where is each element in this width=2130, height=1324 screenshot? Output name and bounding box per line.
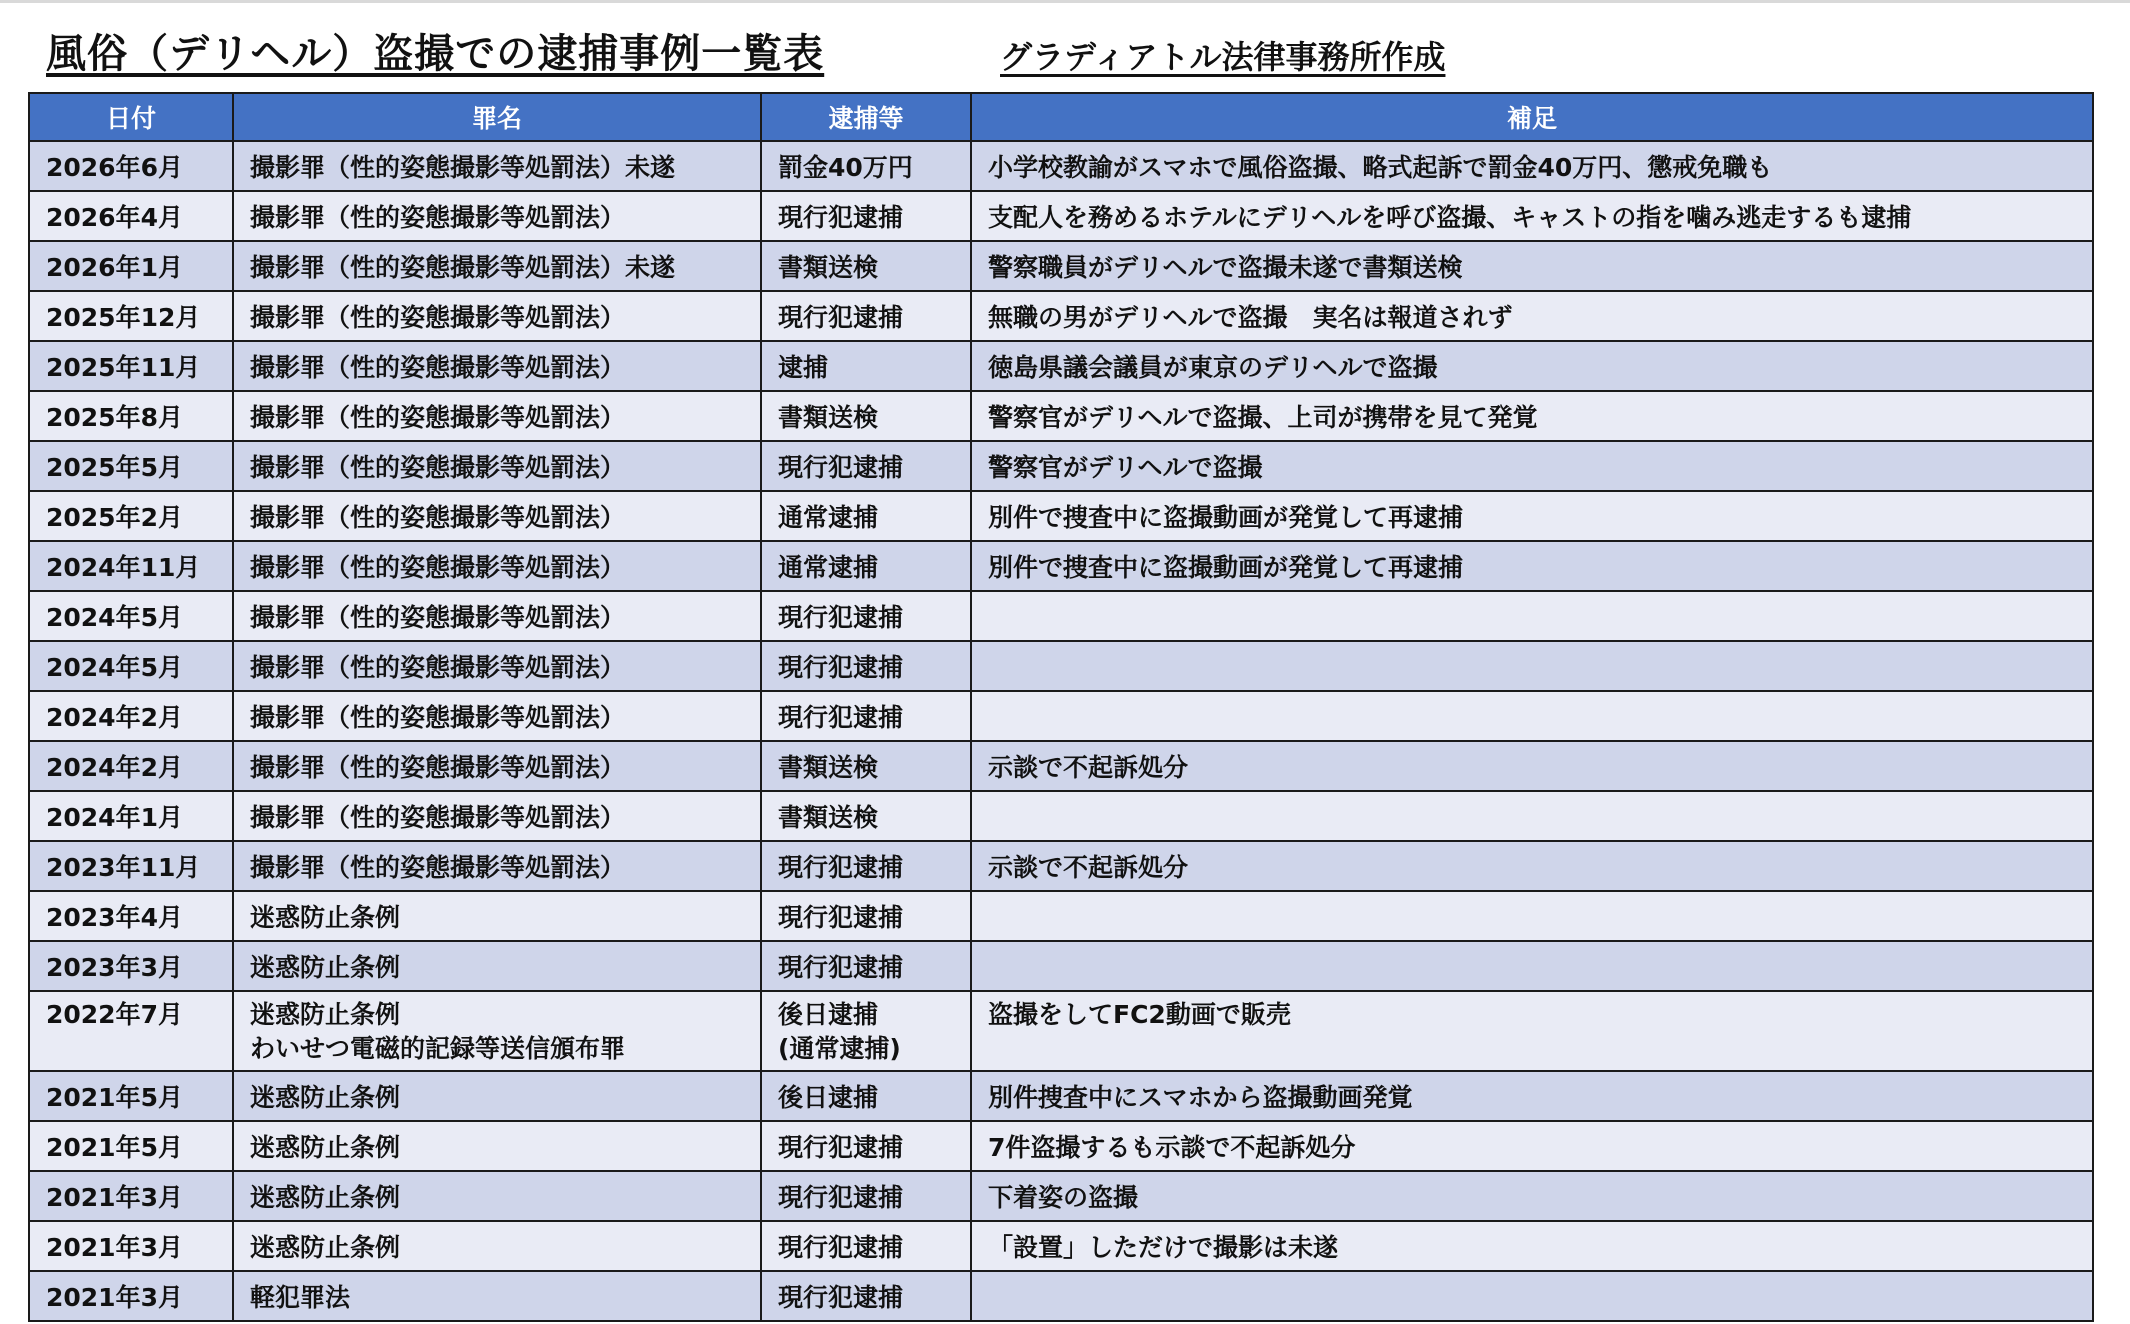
table-row bbox=[29, 191, 2093, 241]
cell-charge: 撮影罪（性的姿態撮影等処罰法）未遂 bbox=[233, 141, 761, 191]
cell-date: 2024年5月 bbox=[29, 591, 233, 641]
cell-note: 7件盗撮するも示談で不起訴処分 bbox=[971, 1121, 2093, 1171]
cell-charge: 撮影罪（性的姿態撮影等処罰法） bbox=[233, 291, 761, 341]
table-row bbox=[29, 441, 2093, 491]
table-row bbox=[29, 991, 2093, 1071]
table-row bbox=[29, 1171, 2093, 1221]
cell-date: 2025年8月 bbox=[29, 391, 233, 441]
cell-arrest-status: 書類送検 bbox=[761, 391, 971, 441]
cell-date: 2024年2月 bbox=[29, 741, 233, 791]
cell-arrest-status: 現行犯逮捕 bbox=[761, 1121, 971, 1171]
cell-arrest-status: 逮捕 bbox=[761, 341, 971, 391]
cell-charge: 撮影罪（性的姿態撮影等処罰法） bbox=[233, 591, 761, 641]
cell-date: 2021年5月 bbox=[29, 1071, 233, 1121]
page-title: 風俗（デリヘル）盗撮での逮捕事例一覧表 bbox=[46, 31, 825, 77]
table-row bbox=[29, 591, 2093, 641]
cell-arrest-status: 通常逮捕 bbox=[761, 541, 971, 591]
cell-note bbox=[971, 941, 2093, 991]
table-row bbox=[29, 241, 2093, 291]
cell-note: 小学校教諭がスマホで風俗盗撮、略式起訴で罰金40万円、懲戒免職も bbox=[971, 141, 2093, 191]
cell-note: 徳島県議会議員が東京のデリヘルで盗撮 bbox=[971, 341, 2093, 391]
table-row bbox=[29, 1071, 2093, 1121]
cell-note: 警察官がデリヘルで盗撮 bbox=[971, 441, 2093, 491]
cell-note: 下着姿の盗撮 bbox=[971, 1171, 2093, 1221]
cell-date: 2021年3月 bbox=[29, 1271, 233, 1321]
cell-arrest-status: 現行犯逮捕 bbox=[761, 591, 971, 641]
table-row bbox=[29, 391, 2093, 441]
cell-date: 2023年3月 bbox=[29, 941, 233, 991]
cell-note bbox=[971, 691, 2093, 741]
cell-charge: 撮影罪（性的姿態撮影等処罰法） bbox=[233, 841, 761, 891]
cell-note: 警察職員がデリヘルで盗撮未遂で書類送検 bbox=[971, 241, 2093, 291]
cell-charge: 撮影罪（性的姿態撮影等処罰法） bbox=[233, 691, 761, 741]
cell-note: 別件で捜査中に盗撮動画が発覚して再逮捕 bbox=[971, 491, 2093, 541]
cell-charge: 撮影罪（性的姿態撮影等処罰法） bbox=[233, 341, 761, 391]
cell-date: 2026年1月 bbox=[29, 241, 233, 291]
top-border bbox=[0, 0, 2130, 3]
cell-arrest-status: 現行犯逮捕 bbox=[761, 891, 971, 941]
cell-arrest-status: 後日逮捕 bbox=[761, 1071, 971, 1121]
table-row bbox=[29, 791, 2093, 841]
column-header-arrest: 逮捕等 bbox=[761, 93, 971, 141]
cell-date: 2024年5月 bbox=[29, 641, 233, 691]
cell-date: 2021年3月 bbox=[29, 1221, 233, 1271]
table-row bbox=[29, 491, 2093, 541]
cell-charge: 撮影罪（性的姿態撮影等処罰法） bbox=[233, 441, 761, 491]
cell-charge: 迷惑防止条例 bbox=[233, 1071, 761, 1121]
cell-arrest-status: 現行犯逮捕 bbox=[761, 691, 971, 741]
cell-date: 2025年2月 bbox=[29, 491, 233, 541]
column-header-charge: 罪名 bbox=[233, 93, 761, 141]
cell-charge: 撮影罪（性的姿態撮影等処罰法） bbox=[233, 541, 761, 591]
table-header-row bbox=[29, 93, 2093, 141]
cell-charge: 迷惑防止条例 わいせつ電磁的記録等送信頒布罪 bbox=[233, 991, 761, 1071]
cell-arrest-status: 後日逮捕 (通常逮捕) bbox=[761, 991, 971, 1071]
cell-charge: 迷惑防止条例 bbox=[233, 1221, 761, 1271]
cell-charge: 撮影罪（性的姿態撮影等処罰法） bbox=[233, 741, 761, 791]
cell-note: 「設置」しただけで撮影は未遂 bbox=[971, 1221, 2093, 1271]
cell-note bbox=[971, 791, 2093, 841]
cell-note bbox=[971, 591, 2093, 641]
cell-charge: 撮影罪（性的姿態撮影等処罰法） bbox=[233, 191, 761, 241]
cell-arrest-status: 書類送検 bbox=[761, 241, 971, 291]
cell-note: 警察官がデリヘルで盗撮、上司が携帯を見て発覚 bbox=[971, 391, 2093, 441]
cell-arrest-status: 現行犯逮捕 bbox=[761, 1221, 971, 1271]
cell-arrest-status: 現行犯逮捕 bbox=[761, 291, 971, 341]
cell-charge: 軽犯罪法 bbox=[233, 1271, 761, 1321]
column-header-date: 日付 bbox=[29, 93, 233, 141]
cell-charge: 撮影罪（性的姿態撮影等処罰法） bbox=[233, 491, 761, 541]
table-row bbox=[29, 741, 2093, 791]
table-row bbox=[29, 691, 2093, 741]
cell-arrest-status: 現行犯逮捕 bbox=[761, 191, 971, 241]
cell-date: 2023年11月 bbox=[29, 841, 233, 891]
table-row bbox=[29, 541, 2093, 591]
cell-charge: 迷惑防止条例 bbox=[233, 1121, 761, 1171]
cell-date: 2024年2月 bbox=[29, 691, 233, 741]
cell-note: 無職の男がデリヘルで盗撮 実名は報道されず bbox=[971, 291, 2093, 341]
table-row bbox=[29, 641, 2093, 691]
cell-charge: 撮影罪（性的姿態撮影等処罰法） bbox=[233, 791, 761, 841]
cell-arrest-status: 現行犯逮捕 bbox=[761, 841, 971, 891]
table-row bbox=[29, 1121, 2093, 1171]
cell-date: 2025年5月 bbox=[29, 441, 233, 491]
table-row bbox=[29, 341, 2093, 391]
cell-date: 2021年3月 bbox=[29, 1171, 233, 1221]
cell-arrest-status: 現行犯逮捕 bbox=[761, 1271, 971, 1321]
cell-note bbox=[971, 891, 2093, 941]
cell-date: 2024年11月 bbox=[29, 541, 233, 591]
cell-date: 2022年7月 bbox=[29, 991, 233, 1071]
cell-date: 2026年4月 bbox=[29, 191, 233, 241]
table-row bbox=[29, 141, 2093, 191]
cell-arrest-status: 罰金40万円 bbox=[761, 141, 971, 191]
cell-charge: 撮影罪（性的姿態撮影等処罰法）未遂 bbox=[233, 241, 761, 291]
cell-charge: 撮影罪（性的姿態撮影等処罰法） bbox=[233, 391, 761, 441]
cell-date: 2026年6月 bbox=[29, 141, 233, 191]
cell-arrest-status: 現行犯逮捕 bbox=[761, 441, 971, 491]
cell-arrest-status: 書類送検 bbox=[761, 741, 971, 791]
cell-note: 示談で不起訴処分 bbox=[971, 841, 2093, 891]
table-row bbox=[29, 291, 2093, 341]
cell-arrest-status: 現行犯逮捕 bbox=[761, 641, 971, 691]
cell-note: 支配人を務めるホテルにデリヘルを呼び盗撮、キャストの指を噛み逃走するも逮捕 bbox=[971, 191, 2093, 241]
cell-date: 2024年1月 bbox=[29, 791, 233, 841]
cell-date: 2023年4月 bbox=[29, 891, 233, 941]
cell-charge: 迷惑防止条例 bbox=[233, 1171, 761, 1221]
cell-note: 示談で不起訴処分 bbox=[971, 741, 2093, 791]
table-row bbox=[29, 1271, 2093, 1321]
cell-date: 2025年12月 bbox=[29, 291, 233, 341]
cell-note: 盗撮をしてFC2動画で販売 bbox=[971, 991, 2093, 1071]
cell-charge: 迷惑防止条例 bbox=[233, 941, 761, 991]
author-credit: グラディアトル法律事務所作成 bbox=[1000, 38, 1446, 76]
table-row bbox=[29, 891, 2093, 941]
column-header-note: 補足 bbox=[971, 93, 2093, 141]
table-row bbox=[29, 941, 2093, 991]
cell-arrest-status: 現行犯逮捕 bbox=[761, 941, 971, 991]
cell-arrest-status: 通常逮捕 bbox=[761, 491, 971, 541]
cell-note: 別件捜査中にスマホから盗撮動画発覚 bbox=[971, 1071, 2093, 1121]
arrest-cases-table bbox=[28, 92, 2094, 1322]
table-row bbox=[29, 841, 2093, 891]
cell-date: 2025年11月 bbox=[29, 341, 233, 391]
cell-date: 2021年5月 bbox=[29, 1121, 233, 1171]
cell-charge: 迷惑防止条例 bbox=[233, 891, 761, 941]
cell-arrest-status: 書類送検 bbox=[761, 791, 971, 841]
table-row bbox=[29, 1221, 2093, 1271]
cell-note bbox=[971, 1271, 2093, 1321]
cell-arrest-status: 現行犯逮捕 bbox=[761, 1171, 971, 1221]
cell-charge: 撮影罪（性的姿態撮影等処罰法） bbox=[233, 641, 761, 691]
cell-note bbox=[971, 641, 2093, 691]
cell-note: 別件で捜査中に盗撮動画が発覚して再逮捕 bbox=[971, 541, 2093, 591]
